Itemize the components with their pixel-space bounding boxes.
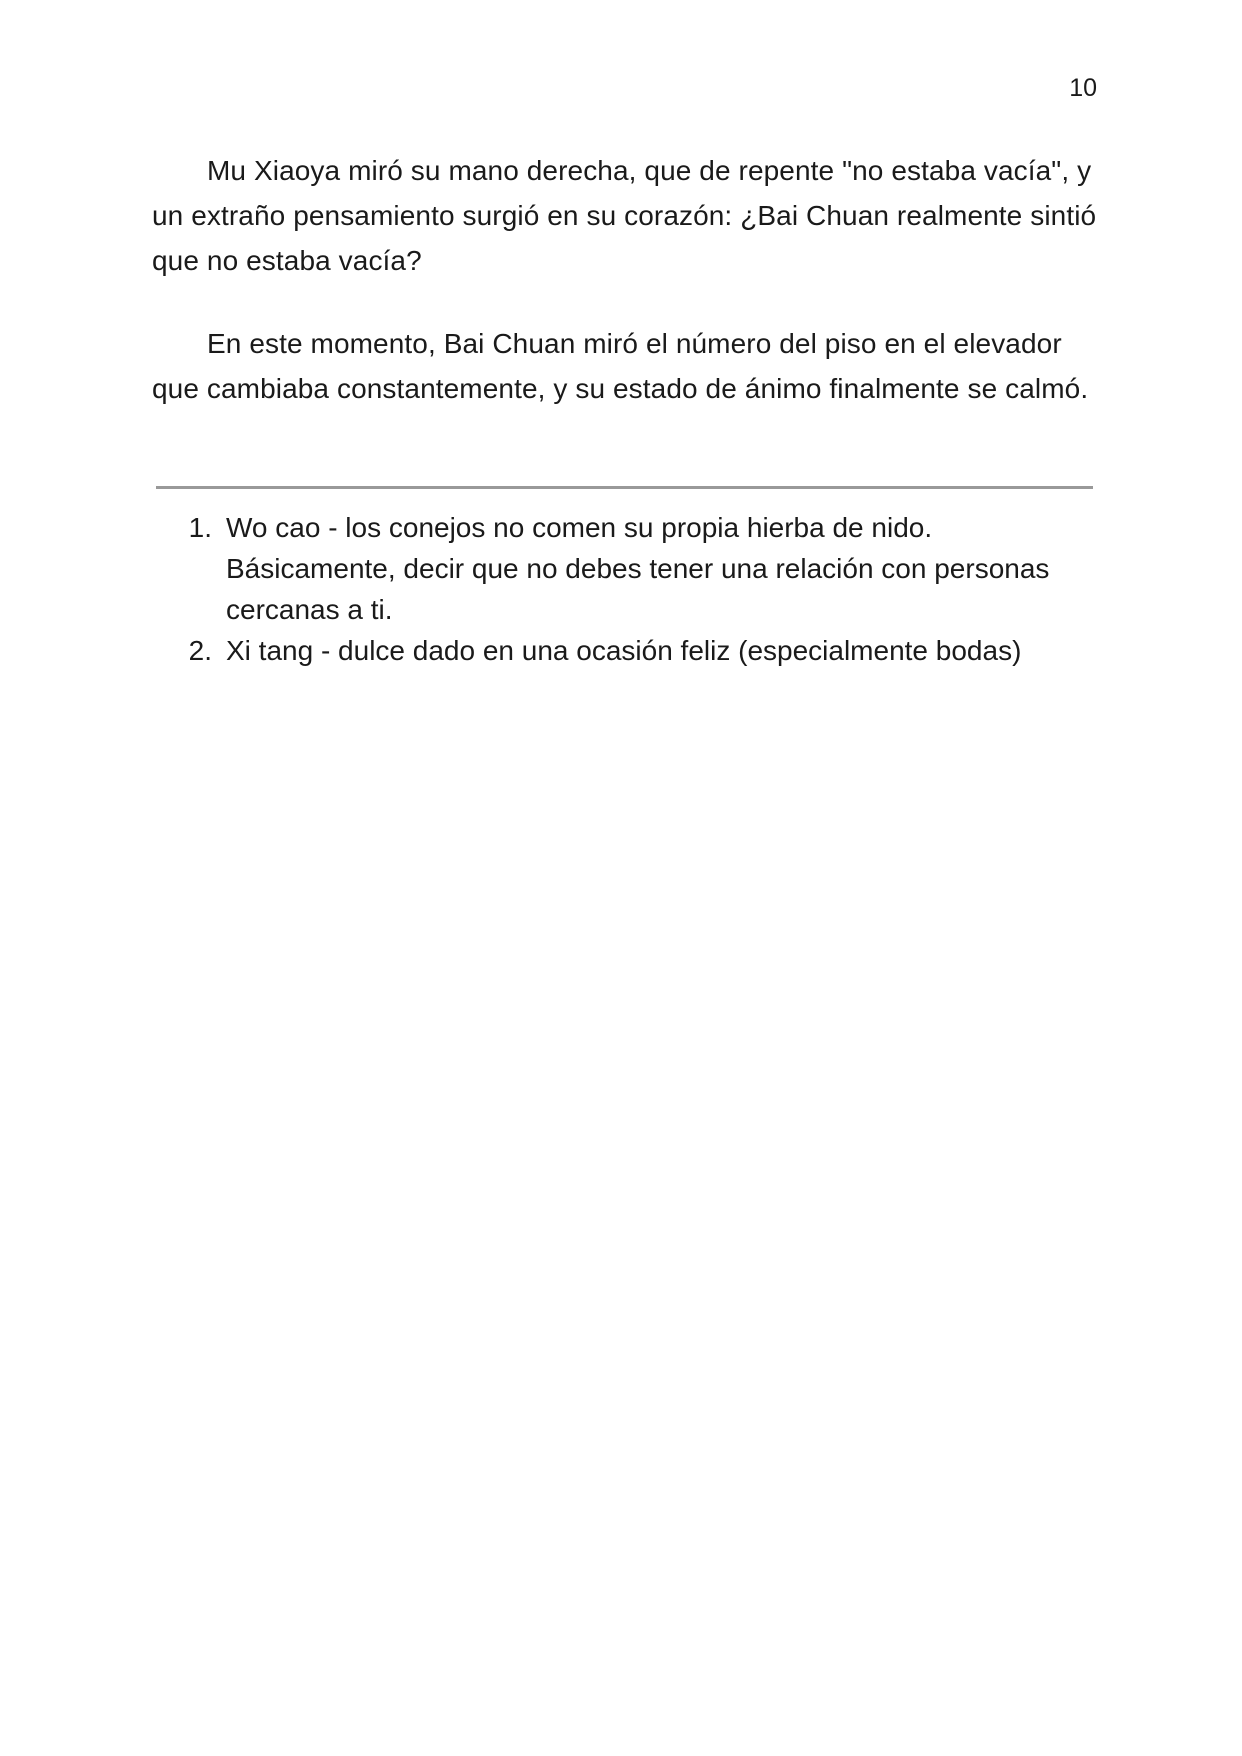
footnote-number: 1. <box>188 512 212 543</box>
footnote-text: Xi tang - dulce dado en una ocasión feliz (especialmente bodas) <box>226 635 1022 666</box>
footnote-item <box>156 630 1096 671</box>
page-number: 10 <box>1069 74 1097 102</box>
footnote-item <box>156 507 1096 630</box>
paragraph: En este momento, Bai Chuan miró el número del piso en el elevador que cambiaba constantemente, y su estado de ánimo finalmente se calmó. <box>152 328 1089 404</box>
footnote-text: Wo cao - los conejos no comen su propia hierba de nido. Básicamente, decir que no debes tener una relación con personas cercanas a ti. <box>226 512 1050 625</box>
paragraph: Mu Xiaoya miró su mano derecha, que de repente "no estaba vacía", y un extraño pensamiento surgió en su corazón: ¿Bai Chuan realmente sintió que no estaba vacía? <box>152 155 1097 276</box>
footnotes-list <box>156 507 1096 671</box>
footnote-number: 2. <box>188 635 212 666</box>
footnote-separator <box>156 486 1093 489</box>
body-text <box>152 148 1100 449</box>
